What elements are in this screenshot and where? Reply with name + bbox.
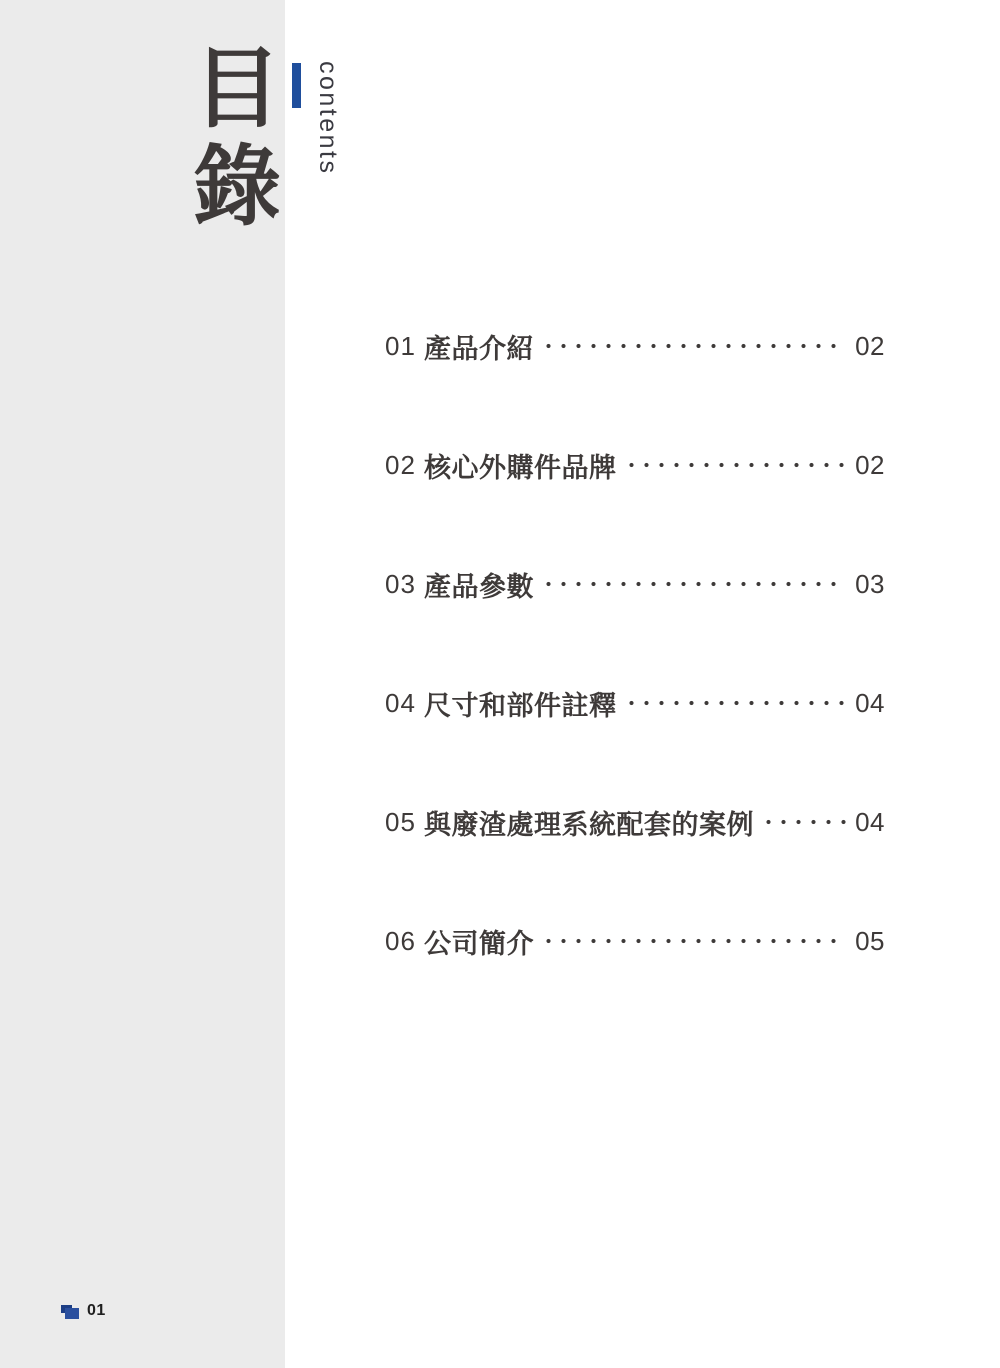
toc-entry-number: 01 — [385, 330, 416, 361]
step-squares-icon — [61, 1303, 80, 1319]
toc-entry-title: 與廢渣處理系統配套的案例 — [424, 809, 754, 840]
toc-entry-title: 核心外購件品牌 — [424, 452, 617, 483]
toc-entry-title: 公司簡介 — [424, 928, 534, 959]
toc-entry-title: 產品介紹 — [424, 333, 534, 364]
toc-entry-page: 02 — [855, 330, 885, 361]
page-title-char-1: 目 — [192, 39, 281, 138]
footer-page-number: 01 — [87, 1302, 106, 1319]
dotted-leader — [621, 443, 847, 487]
toc-entry-01[interactable] — [385, 324, 885, 368]
toc-entry-page: 03 — [855, 568, 885, 599]
toc-entry-title: 產品參數 — [424, 571, 534, 602]
dotted-leader — [538, 562, 846, 606]
table-of-contents — [385, 324, 885, 1038]
toc-entry-title: 尺寸和部件註釋 — [424, 690, 617, 721]
toc-entry-number: 02 — [385, 449, 416, 480]
toc-entry-page: 05 — [855, 925, 885, 956]
toc-entry-04[interactable] — [385, 681, 885, 725]
dotted-leader — [538, 919, 846, 963]
dotted-leader — [758, 800, 846, 844]
toc-entry-05[interactable] — [385, 800, 885, 844]
toc-entry-page: 02 — [855, 449, 885, 480]
page-footer — [61, 1302, 106, 1320]
toc-entry-number: 06 — [385, 925, 416, 956]
page-title — [172, 40, 302, 236]
toc-entry-number: 04 — [385, 687, 416, 718]
accent-bar — [292, 63, 301, 108]
page-title-char-2: 錄 — [192, 137, 281, 236]
toc-entry-page: 04 — [855, 806, 885, 837]
contents-subtitle: contents — [314, 61, 342, 176]
toc-entry-number: 03 — [385, 568, 416, 599]
toc-entry-number: 05 — [385, 806, 416, 837]
dotted-leader — [538, 324, 846, 368]
toc-entry-02[interactable] — [385, 443, 885, 487]
toc-entry-03[interactable] — [385, 562, 885, 606]
toc-entry-page: 04 — [855, 687, 885, 718]
toc-entry-06[interactable] — [385, 919, 885, 963]
dotted-leader — [621, 681, 847, 725]
